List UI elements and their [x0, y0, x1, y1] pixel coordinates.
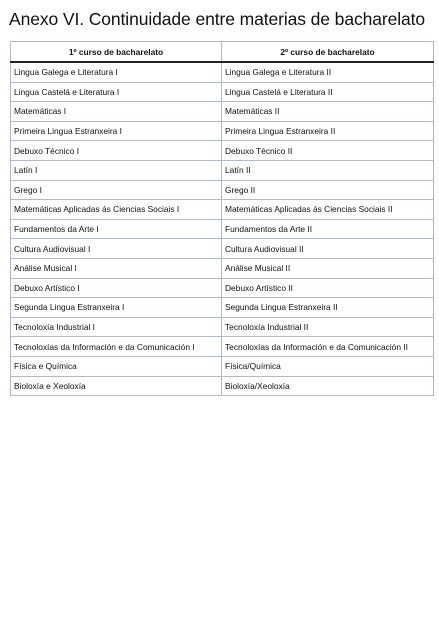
table-row	[11, 121, 434, 141]
second-year-subject-cell: Tecnoloxía Industrial II	[222, 317, 434, 337]
first-year-subject-cell: Matemáticas Aplicadas ás Ciencias Sociais I	[11, 200, 222, 220]
table-row	[11, 160, 434, 180]
table-row	[11, 278, 434, 298]
second-year-subject-cell: Fundamentos da Arte II	[222, 219, 434, 239]
second-year-subject-cell: Matemáticas Aplicadas ás Ciencias Sociais II	[222, 200, 434, 220]
table-row	[11, 298, 434, 318]
table-row	[11, 356, 434, 376]
table-row	[11, 62, 434, 82]
first-year-subject-cell: Lingua Castelá e Literatura I	[11, 82, 222, 102]
second-year-subject-cell: Grego II	[222, 180, 434, 200]
second-year-subject-cell: Lingua Galega e Literatura II	[222, 62, 434, 82]
table-row	[11, 141, 434, 161]
table-row	[11, 239, 434, 259]
first-year-subject-cell: Cultura Audiovisual I	[11, 239, 222, 259]
first-year-subject-cell: Fundamentos da Arte I	[11, 219, 222, 239]
table-row	[11, 102, 434, 122]
table-row	[11, 376, 434, 396]
column-header-first-year: 1º curso de bacharelato	[11, 42, 222, 63]
second-year-subject-cell: Lingua Castelá e Literatura II	[222, 82, 434, 102]
first-year-subject-cell: Primeira Lingua Estranxeira I	[11, 121, 222, 141]
table-row	[11, 180, 434, 200]
first-year-subject-cell: Segunda Lingua Estranxeira I	[11, 298, 222, 318]
second-year-subject-cell: Latín II	[222, 160, 434, 180]
first-year-subject-cell: Lingua Galega e Literatura I	[11, 62, 222, 82]
table-body	[11, 62, 434, 396]
document-title: Anexo VI. Continuidade entre materias de bacharelato	[9, 9, 426, 29]
first-year-subject-cell: Debuxo Artístico I	[11, 278, 222, 298]
second-year-subject-cell: Cultura Audiovisual II	[222, 239, 434, 259]
second-year-subject-cell: Debuxo Artístico II	[222, 278, 434, 298]
first-year-subject-cell: Matemáticas I	[11, 102, 222, 122]
second-year-subject-cell: Física/Química	[222, 356, 434, 376]
table-row	[11, 337, 434, 357]
first-year-subject-cell: Bioloxía e Xeoloxía	[11, 376, 222, 396]
second-year-subject-cell: Tecnoloxías da Información e da Comunicación II	[222, 337, 434, 357]
first-year-subject-cell: Tecnoloxías da Información e da Comunicación I	[11, 337, 222, 357]
second-year-subject-cell: Análise Musical II	[222, 258, 434, 278]
table-row	[11, 219, 434, 239]
first-year-subject-cell: Grego I	[11, 180, 222, 200]
first-year-subject-cell: Debuxo Técnico I	[11, 141, 222, 161]
table-row	[11, 200, 434, 220]
table-row	[11, 82, 434, 102]
header-row	[11, 42, 434, 63]
table-row	[11, 258, 434, 278]
second-year-subject-cell: Segunda Lingua Estranxeira II	[222, 298, 434, 318]
first-year-subject-cell: Física e Química	[11, 356, 222, 376]
table-header	[11, 42, 434, 63]
second-year-subject-cell: Debuxo Técnico II	[222, 141, 434, 161]
column-header-second-year: 2º curso de bacharelato	[222, 42, 434, 63]
second-year-subject-cell: Primeira Lingua Estranxeira II	[222, 121, 434, 141]
table-row	[11, 317, 434, 337]
first-year-subject-cell: Tecnoloxía Industrial I	[11, 317, 222, 337]
first-year-subject-cell: Análise Musical I	[11, 258, 222, 278]
second-year-subject-cell: Matemáticas II	[222, 102, 434, 122]
first-year-subject-cell: Latín I	[11, 160, 222, 180]
second-year-subject-cell: Bioloxía/Xeoloxía	[222, 376, 434, 396]
continuity-table	[10, 41, 434, 396]
continuity-table-container	[10, 41, 433, 396]
